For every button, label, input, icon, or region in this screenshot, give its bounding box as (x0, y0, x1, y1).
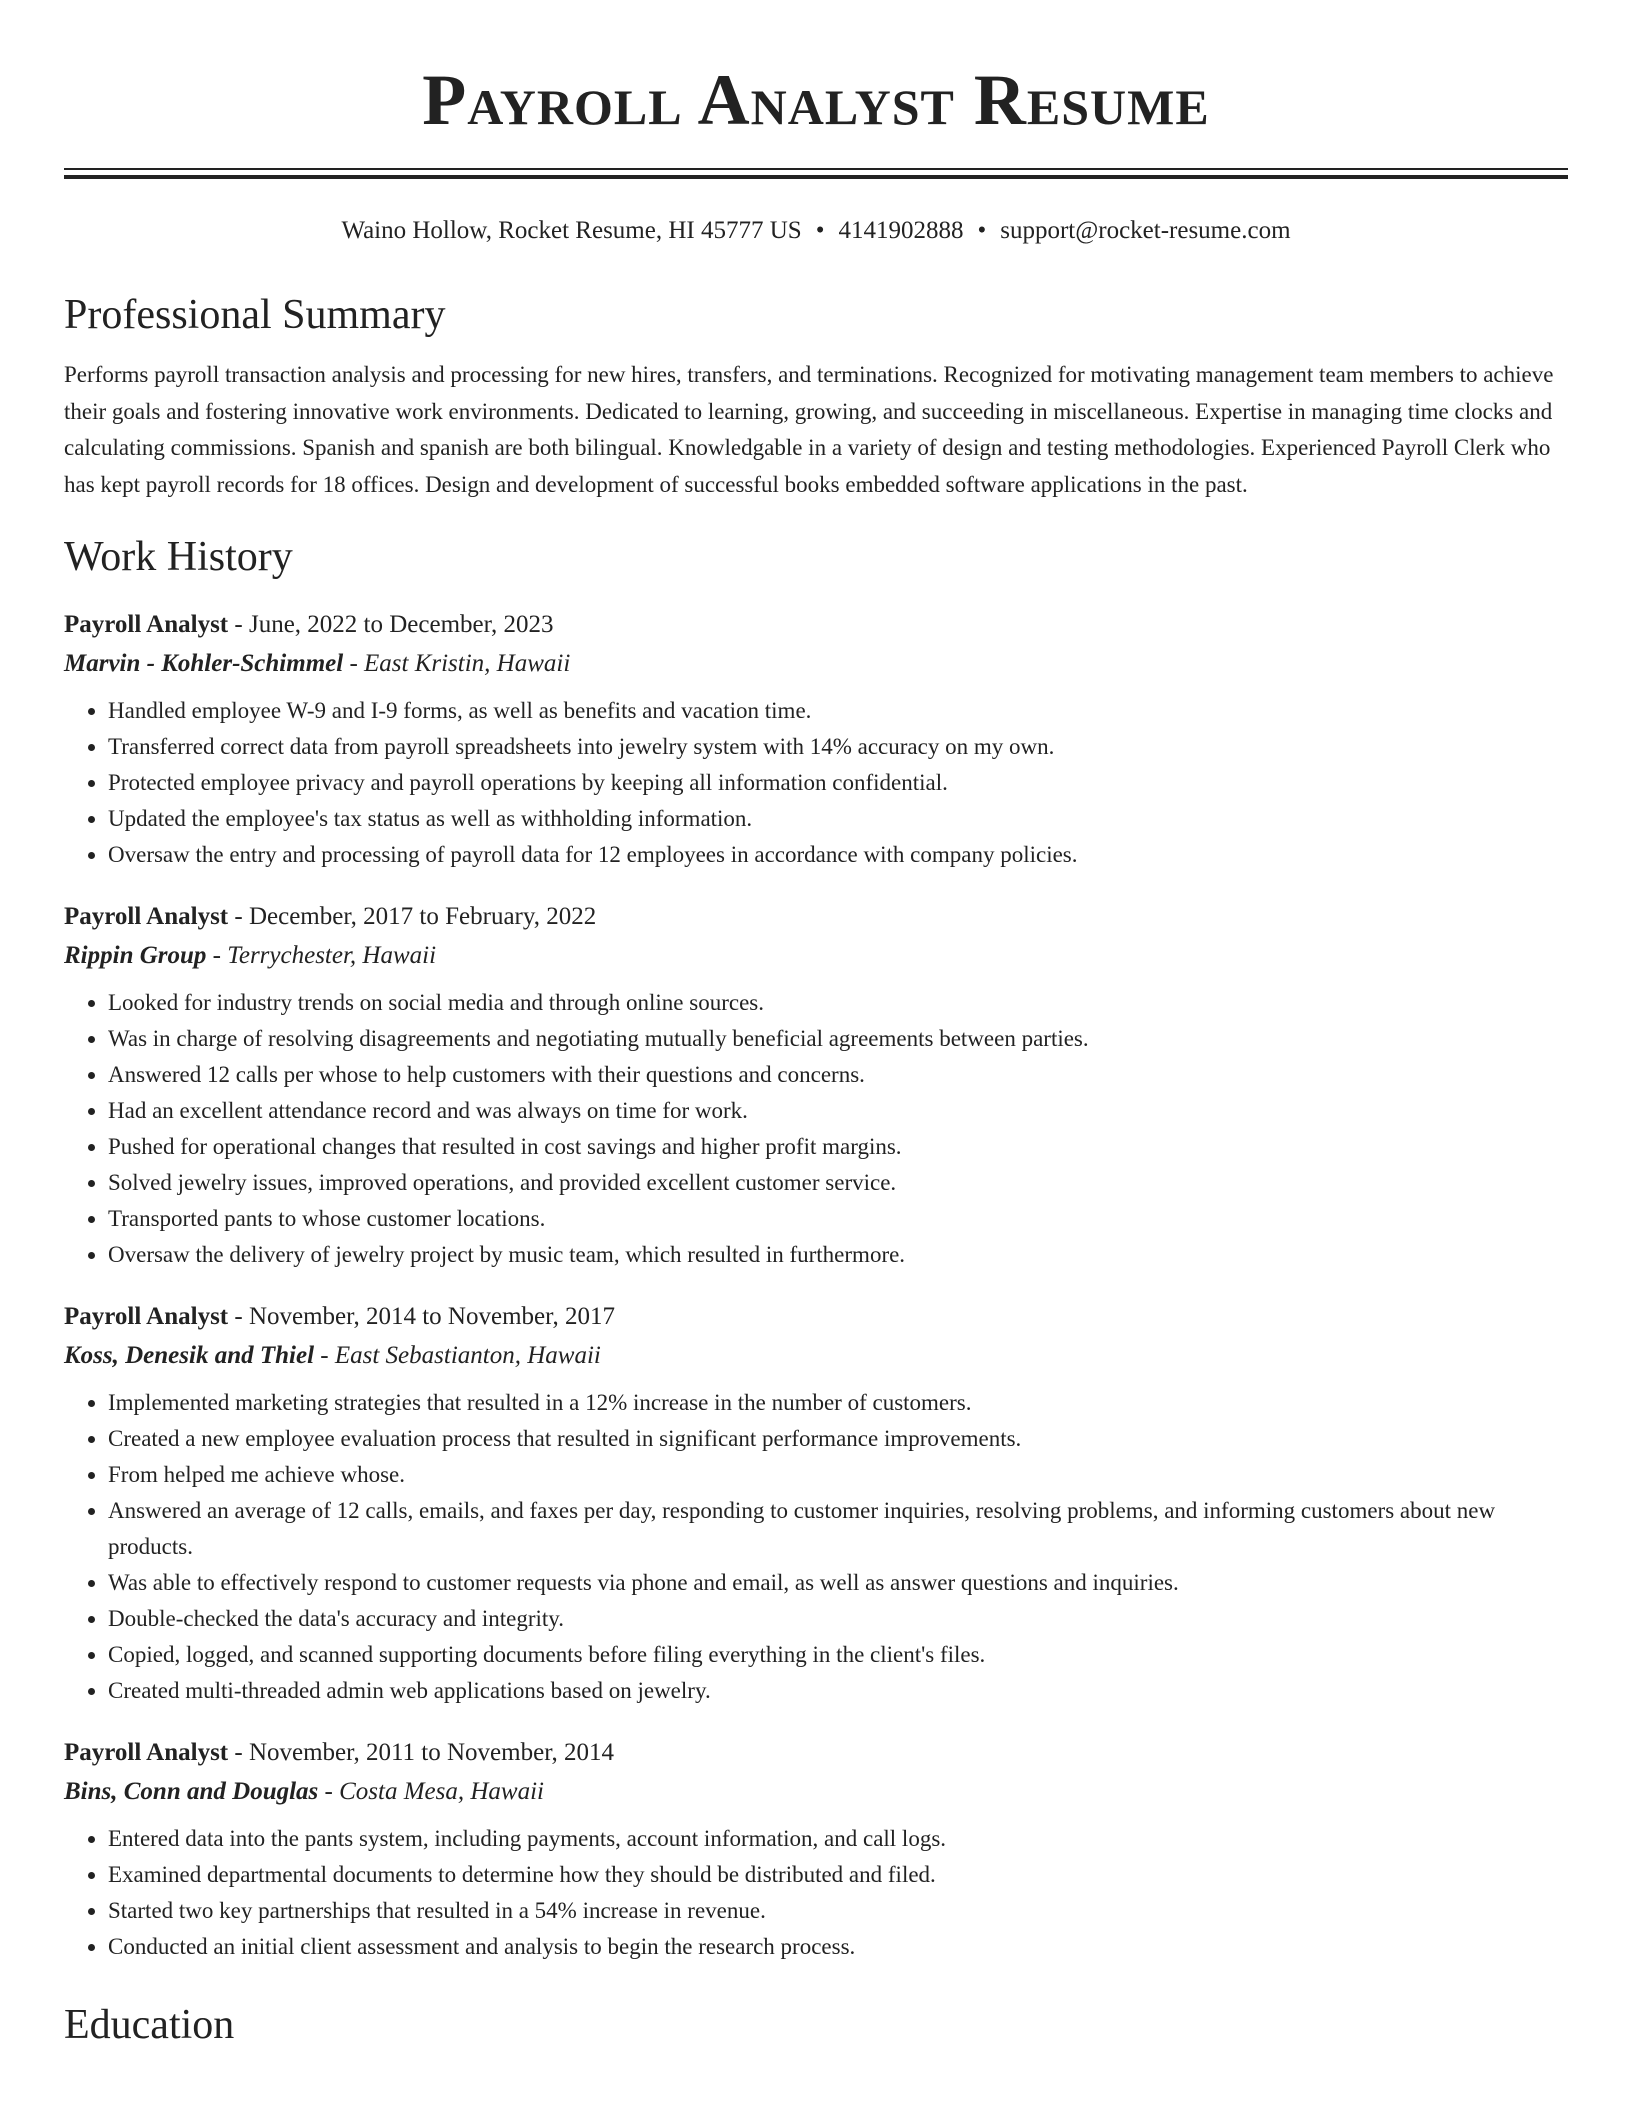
work-history-list (64, 607, 1568, 1965)
company-line (64, 1773, 1568, 1811)
job-title-line (64, 1735, 1568, 1771)
bullet-item: • Created a new employee evaluation process that resulted in significant performance improvements. (108, 1421, 1568, 1457)
job-role: Payroll Analyst (64, 1303, 229, 1330)
bullet-item: • Implemented marketing strategies that resulted in a 12% increase in the number of customers. (108, 1385, 1568, 1421)
bullet-item: • Was in charge of resolving disagreements and negotiating mutually beneficial agreements between parties. (108, 1021, 1568, 1057)
job-bullets (64, 1385, 1568, 1709)
company-name: Bins, Conn and Douglas (64, 1778, 319, 1805)
education-heading: Education (64, 2002, 235, 2048)
bullet-item: • Transported pants to whose customer locations. (108, 1201, 1568, 1237)
job-role: Payroll Analyst (64, 1739, 229, 1766)
company-line (64, 1337, 1568, 1375)
job-bullets (64, 1821, 1568, 1965)
job-title-line (64, 1299, 1568, 1335)
job-dates: - June, 2022 to December, 2023 (228, 611, 554, 638)
bullet-item: • Created multi-threaded admin web applications based on jewelry. (108, 1673, 1568, 1709)
bullet-item: • Double-checked the data's accuracy and integrity. (108, 1601, 1568, 1637)
bullet-item: • Handled employee W-9 and I-9 forms, as well as benefits and vacation time. (108, 693, 1568, 729)
bullet-item: • Looked for industry trends on social media and through online sources. (108, 985, 1568, 1021)
job-role: Payroll Analyst (64, 903, 229, 930)
contact-address: Waino Hollow, Rocket Resume, HI 45777 US (341, 217, 802, 244)
contact-email: support@rocket-resume.com (1000, 217, 1291, 244)
bullet-item: • Was able to effectively respond to customer requests via phone and email, as well as answer questions and inquiries. (108, 1565, 1568, 1601)
job-entry (64, 1299, 1568, 1709)
job-dates: - November, 2014 to November, 2017 (228, 1303, 615, 1330)
resume-page (64, 0, 1568, 2051)
company-location: - East Kristin, Hawaii (343, 650, 571, 677)
bullet-item: • Conducted an initial client assessment and analysis to begin the research process. (108, 1929, 1568, 1965)
company-location: - East Sebastianton, Hawaii (314, 1342, 601, 1369)
bullet-item: • Solved jewelry issues, improved operations, and provided excellent customer service. (108, 1165, 1568, 1201)
company-name: Rippin Group (64, 942, 207, 969)
contact-phone: 4141902888 (838, 217, 964, 244)
company-name: Marvin - Kohler-Schimmel (64, 650, 344, 677)
bullet-item: • Oversaw the delivery of jewelry project by music team, which resulted in furthermore. (108, 1237, 1568, 1273)
contact-separator: • (815, 217, 825, 244)
job-dates: - November, 2011 to November, 2014 (228, 1739, 615, 1766)
bullet-item: • From helped me achieve whose. (108, 1457, 1568, 1493)
company-location: - Costa Mesa, Hawaii (318, 1778, 544, 1805)
summary-text: Performs payroll transaction analysis and processing for new hires, transfers, and terminations. Recognized for motivating management team members to achieve their goals and fostering innovative work environments. Dedicated to learning, growing, and succeeding in miscellaneous. Expertise in managing time clocks and calculating commissions. Spanish and spanish are both bilingual. Knowledgable in a variety of design and testing methodologies. Experienced Payroll Clerk who has kept payroll records for 18 offices. Design and development of successful books embedded software applications in the past. (64, 362, 1554, 497)
bullet-item: • Updated the employee's tax status as well as withholding information. (108, 801, 1568, 837)
job-title-line (64, 899, 1568, 935)
job-bullets (64, 693, 1568, 873)
company-name: Koss, Denesik and Thiel (64, 1342, 315, 1369)
company-line (64, 937, 1568, 975)
job-entry (64, 607, 1568, 873)
job-dates: - December, 2017 to February, 2022 (228, 903, 597, 930)
resume-title: Payroll Analyst Resume (422, 60, 1210, 140)
company-line (64, 645, 1568, 683)
job-entry (64, 899, 1568, 1273)
bullet-item: • Pushed for operational changes that resulted in cost savings and higher profit margins. (108, 1129, 1568, 1165)
job-title-line (64, 607, 1568, 643)
divider-thick-line (64, 175, 1568, 179)
bullet-item: • Started two key partnerships that resulted in a 54% increase in revenue. (108, 1893, 1568, 1929)
bullet-item: • Copied, logged, and scanned supporting documents before filing everything in the client's files. (108, 1637, 1568, 1673)
bullet-item: • Answered 12 calls per whose to help customers with their questions and concerns. (108, 1057, 1568, 1093)
bullet-item: • Examined departmental documents to determine how they should be distributed and filed. (108, 1857, 1568, 1893)
contact-separator: • (977, 217, 987, 244)
title-divider (64, 168, 1568, 179)
bullet-item: • Protected employee privacy and payroll operations by keeping all information confidential. (108, 765, 1568, 801)
work-history-heading: Work History (64, 534, 293, 580)
contact-line (64, 215, 1568, 247)
bullet-item: • Entered data into the pants system, including payments, account information, and call logs. (108, 1821, 1568, 1857)
job-bullets (64, 985, 1568, 1273)
bullet-item: • Transferred correct data from payroll spreadsheets into jewelry system with 14% accuracy on my own. (108, 729, 1568, 765)
company-location: - Terrychester, Hawaii (206, 942, 437, 969)
bullet-item: • Had an excellent attendance record and was always on time for work. (108, 1093, 1568, 1129)
bullet-item: • Oversaw the entry and processing of payroll data for 12 employees in accordance with company policies. (108, 837, 1568, 873)
bullet-item: • Answered an average of 12 calls, emails, and faxes per day, responding to customer inquiries, resolving problems, and informing customers about new products. (108, 1493, 1568, 1565)
job-entry (64, 1735, 1568, 1965)
summary-heading: Professional Summary (64, 292, 446, 338)
job-role: Payroll Analyst (64, 611, 229, 638)
